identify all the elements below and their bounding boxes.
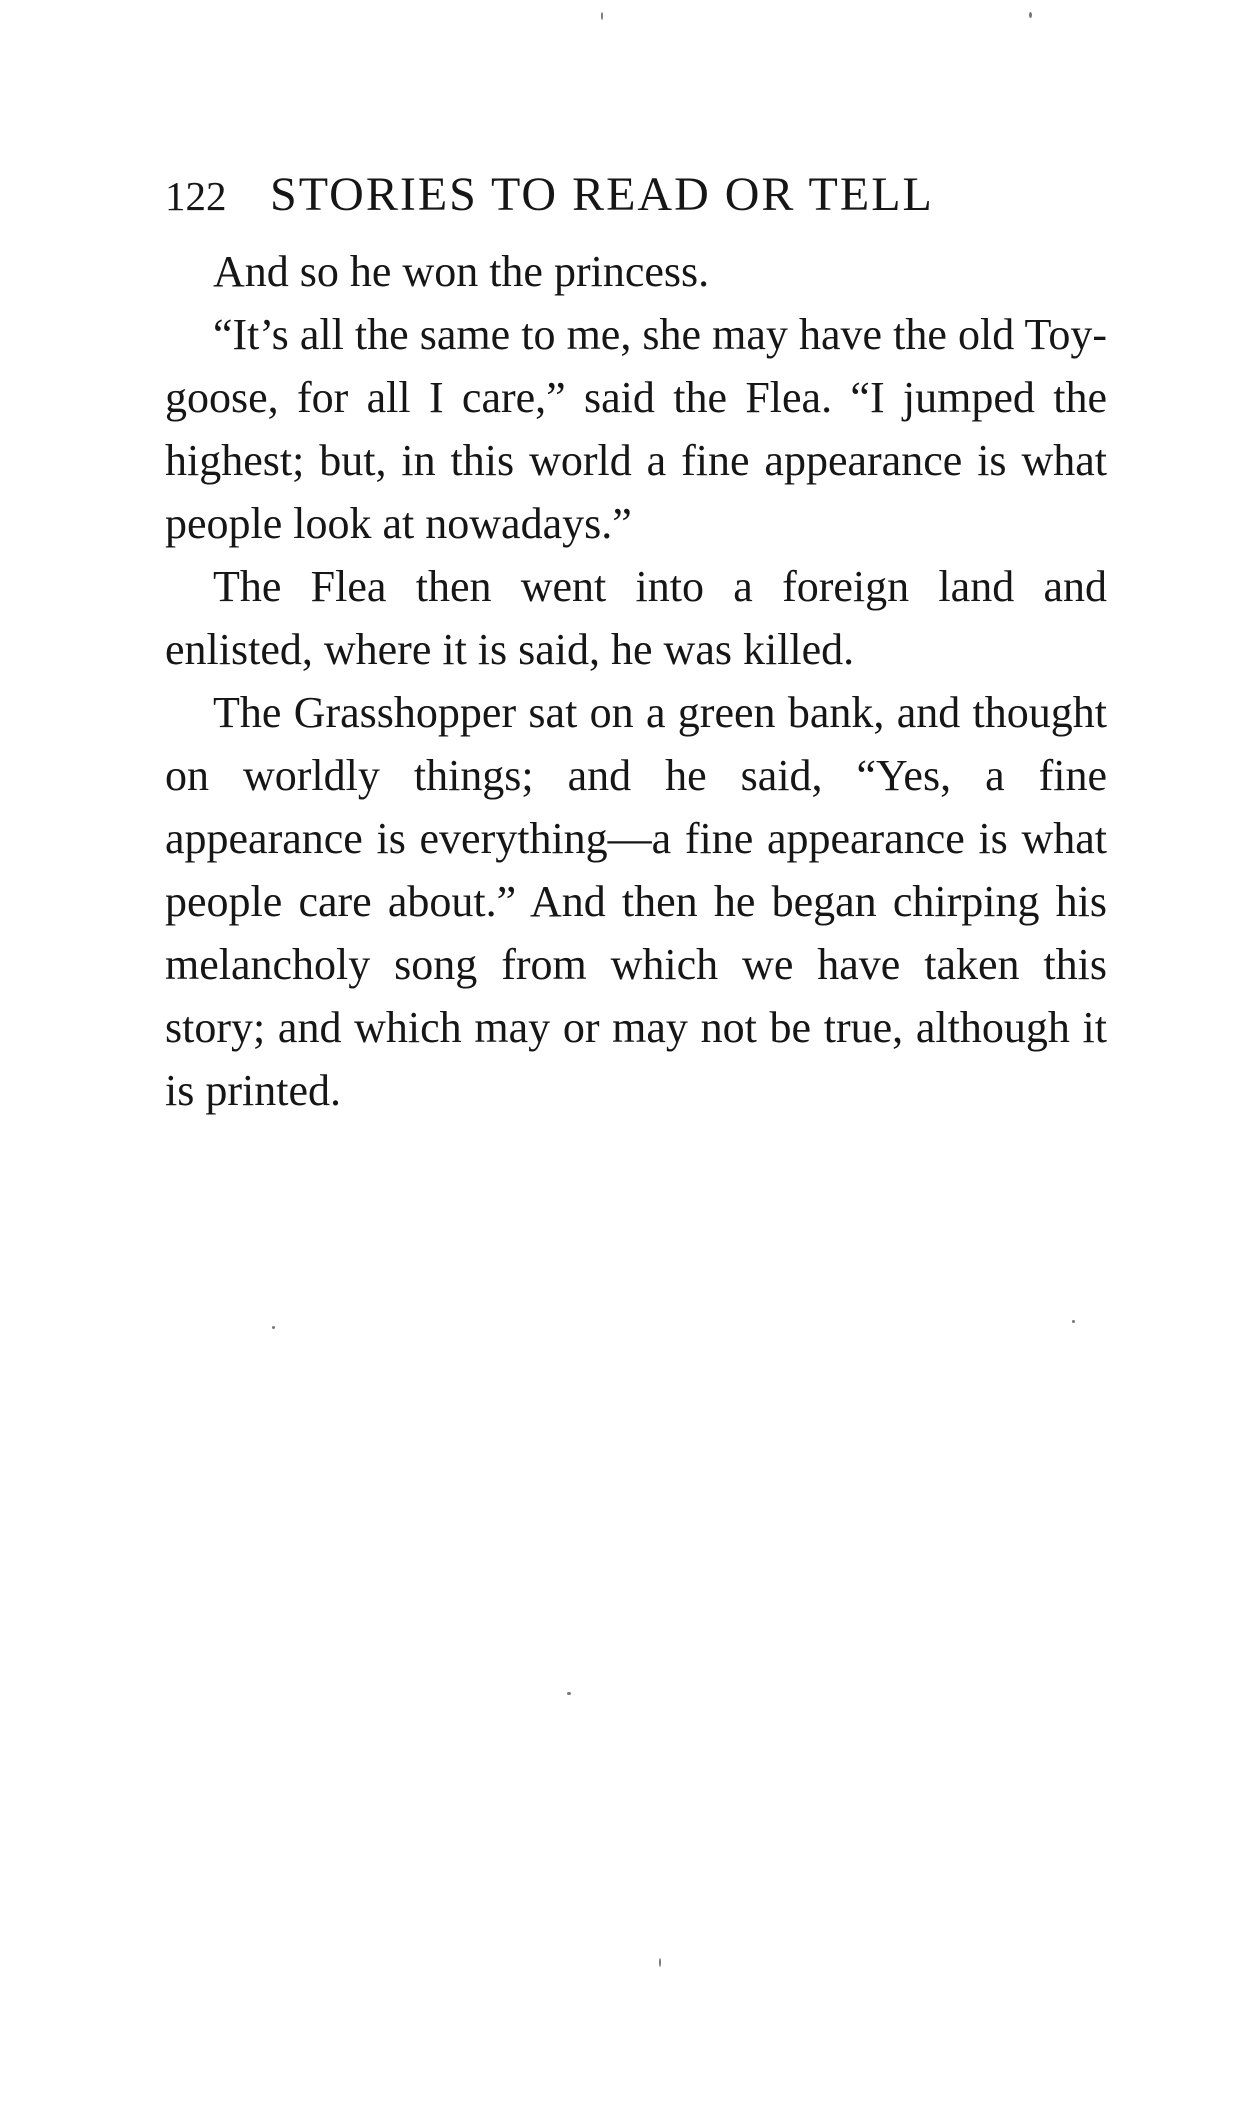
paragraph: The Grasshopper sat on a green bank, and thought on worldly things; and he said, “Yes, a fine appearance is everything—a fine appearance is what people care about.” And then he began chirping his melancholy song from which we have taken this story; and which may or may not be true, although it is printed. [165, 688, 1107, 1115]
paragraph: “It’s all the same to me, she may have the old Toy-goose, for all I care,” said the Flea. “I jumped the highest; but, in this world a fine appearance is what people look at nowadays.” [165, 310, 1107, 548]
scan-speck [272, 1326, 275, 1329]
paragraph: And so he won the princess. [213, 247, 710, 296]
page-header [165, 165, 1065, 226]
scan-speck [1029, 12, 1032, 18]
body-text [165, 240, 1107, 1122]
scan-speck [567, 1692, 571, 1695]
paragraph: The Flea then went into a foreign land and enlisted, where it is said, he was killed. [165, 562, 1107, 674]
running-title: STORIES TO READ OR TELL [270, 168, 934, 221]
scan-speck [659, 1958, 661, 1967]
page-number: 122 [165, 173, 227, 219]
scan-speck [601, 12, 603, 20]
scan-speck [1072, 1320, 1075, 1323]
